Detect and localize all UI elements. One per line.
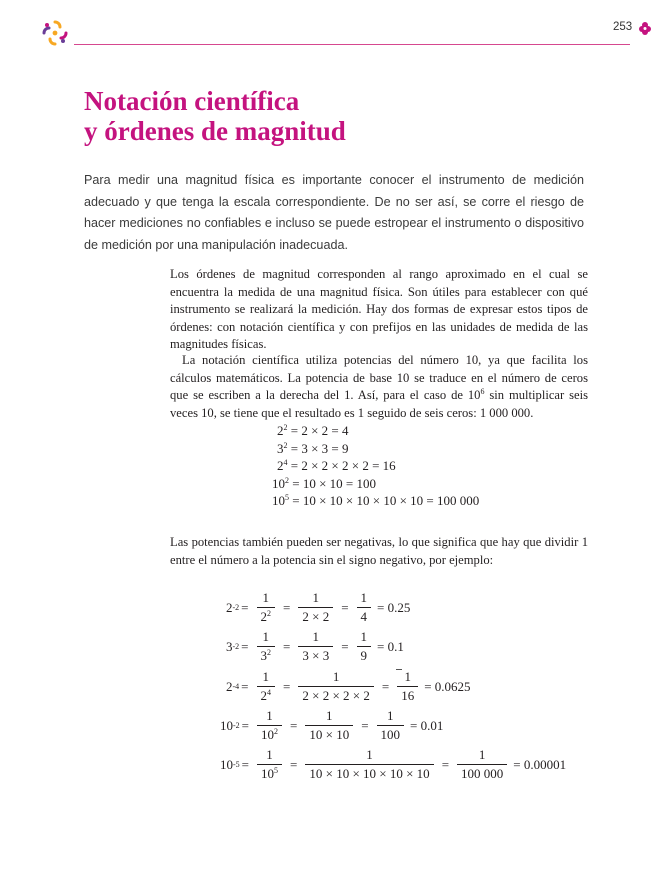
header-rule	[74, 44, 630, 45]
p2-text-start: La notación científica utiliza potencias del número 10, ya que facilita los cálculos matemáticos. La potencia de base 10 se traduce en el número de ceros que se escriben a la derecha del 1. Así, para el caso de 10	[170, 353, 588, 403]
paragraph-negative-powers: Las potencias también pueden ser negativas, lo que significa que hay que dividir 1 entre el número a la potencia sin el signo negativo, por ejemplo:	[170, 535, 588, 567]
intro-paragraph: Para medir una magnitud física es importante conocer el instrumento de medición adecuado y que tenga la escala correspondiente. De no ser así, se corre el riesgo de hacer mediciones no confiables e incluso se puede estropear el instrumento o dispositivo de medición por una manipulación inadecuada.	[84, 173, 584, 252]
power-row: $10^5 = 10 \times 10 \times 10 \times 10 \times 10 = 100$ 000	[272, 493, 480, 509]
fraction: $\frac{1}{16}$	[397, 670, 418, 703]
paragraph-orders-of-magnitude: Los órdenes de magnitud corresponden al rango aproximado en el cual se encuentra la medida de una magnitud física. Son útiles para establecer con qué instrumento se realizará la medición. Hay dos formas de expresar estos tipos de órdenes: con notación científica y con prefijos en las unidades de medida de las magnitudes físicas.	[170, 267, 588, 352]
power-row: $10^2 = 10 \times 10 = 100$	[272, 475, 376, 491]
fraction: $\frac{1}{4}$	[357, 591, 372, 624]
negative-power-row: 10 -5 = $\frac{1}{10^5}$ = $\frac{1}{10 \times 10 \times 10 \times 10 \times 10}$ = $\frac{1}{100 000}$ = 0.00001	[220, 747, 567, 781]
p2-exponent: 6	[480, 387, 485, 397]
page-title	[84, 86, 346, 146]
fraction: $\frac{1}{2 \times 2}$	[298, 591, 333, 624]
spiral-logo-icon	[40, 18, 70, 48]
fraction: $\frac{1}{100}$	[377, 709, 405, 742]
fraction: $\frac{1}{2^4}$	[257, 670, 276, 703]
title-line-2: y órdenes de magnitud	[84, 116, 346, 146]
title-line-1: Notación científica	[84, 86, 300, 116]
fraction: $\frac{1}{9}$	[357, 630, 372, 663]
minus-mark	[396, 669, 402, 670]
fraction: $\frac{1}{3 \times 3}$	[298, 630, 333, 663]
flower-ornament-icon	[637, 20, 653, 36]
fraction: $\frac{1}{3^2}$	[257, 630, 276, 663]
negative-power-row: 10 -2 = $\frac{1}{10^2}$ = $\frac{1}{10 \times 10}$ = $\frac{1}{100}$ = 0.01	[220, 708, 444, 742]
fraction: $\frac{1}{2 \times 2 \times 2 \times 2}$	[298, 670, 374, 703]
p2-text-end: sin multiplicar seis veces 10, se tiene que el resultado es 1 seguido de seis ceros: 1 000 000.	[170, 388, 588, 420]
page-number: 253	[613, 21, 633, 33]
fraction: $\frac{1}{10^2}$	[257, 709, 282, 742]
fraction: $\frac{1}{10^5}$	[257, 748, 282, 781]
negative-power-row: 2 -2 = $\frac{1}{2^2}$ = $\frac{1}{2 \times 2}$ = $\frac{1}{4}$ = 0.25	[226, 590, 411, 624]
fraction: $\frac{1}{10 \times 10}$	[305, 709, 353, 742]
negative-power-row: 3 -2 = $\frac{1}{3^2}$ = $\frac{1}{3 \times 3}$ = $\frac{1}{9}$ = 0.1	[226, 629, 404, 663]
positive-powers-list	[272, 422, 479, 510]
power-row: $2^4 = 2 \times 2 \times 2 \times 2 = 16$	[277, 458, 396, 474]
power-row: $2^2 = 2 \times 2 = 4$	[277, 423, 349, 438]
power-row: $3^2 = 3 \times 3 = 9$	[277, 440, 349, 456]
fraction: $\frac{1}{2^2}$	[257, 591, 276, 624]
fraction: $\frac{1}{100 000}$	[457, 748, 507, 781]
fraction: $\frac{1}{10 \times 10 \times 10 \times 10 \times 10}$	[305, 748, 433, 781]
negative-power-row: 2 -4 = $\frac{1}{2^4}$ = $\frac{1}{2 \times 2 \times 2 \times 2}$ = $\frac{1}{16}$ = 0.0625	[226, 669, 471, 703]
paragraph-scientific-notation	[170, 352, 588, 422]
